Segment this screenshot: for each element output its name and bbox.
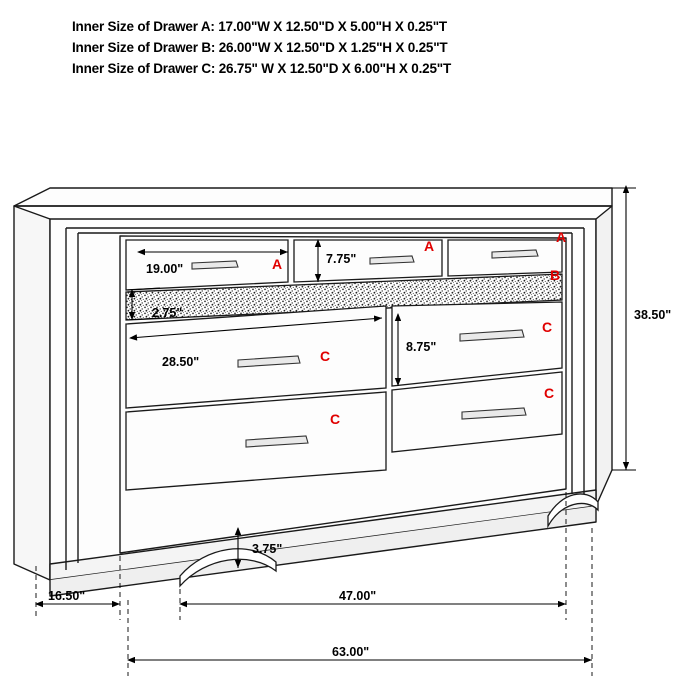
drawer-tag-a-right: A xyxy=(556,229,567,245)
spec-value-c: 26.75" W X 12.50"D X 6.00"H X 0.25"T xyxy=(218,61,452,76)
dimension-label-47-00: 47.00" xyxy=(339,589,377,603)
dimension-label-3-75: 3.75" xyxy=(252,542,283,556)
dimension-label-38-50: 38.50" xyxy=(634,308,672,322)
spec-label-b: Inner Size of Drawer B: xyxy=(72,40,219,55)
drawer-tag-b: B xyxy=(550,267,561,283)
spec-value-a: 17.00"W X 12.50"D X 5.00"H X 0.25"T xyxy=(218,19,447,34)
dimension-label-28-50: 28.50" xyxy=(162,355,200,369)
dimension-label-63-00: 63.00" xyxy=(332,645,370,659)
dimension-label-7-75: 7.75" xyxy=(326,252,357,266)
spec-label-c: Inner Size of Drawer C: xyxy=(72,61,219,76)
drawer-tag-c-right-top: C xyxy=(542,319,553,335)
drawer-tag-c-left-bottom: C xyxy=(330,411,341,427)
drawer-tag-c-left-top: C xyxy=(320,348,331,364)
drawer-tag-a-middle: A xyxy=(424,238,435,254)
dimension-label-16-50: 16.50" xyxy=(48,589,86,603)
dimension-label-19: 19.00" xyxy=(146,262,184,276)
spec-value-b: 26.00"W X 12.50"D X 1.25"H X 0.25"T xyxy=(218,40,448,55)
dimension-label-2-75: 2.75" xyxy=(152,306,183,320)
drawer-tag-a-left: A xyxy=(272,256,283,272)
drawer-tag-c-right-bottom: C xyxy=(544,385,555,401)
dimension-label-8-75: 8.75" xyxy=(406,340,437,354)
spec-label-a: Inner Size of Drawer A: xyxy=(72,19,219,34)
